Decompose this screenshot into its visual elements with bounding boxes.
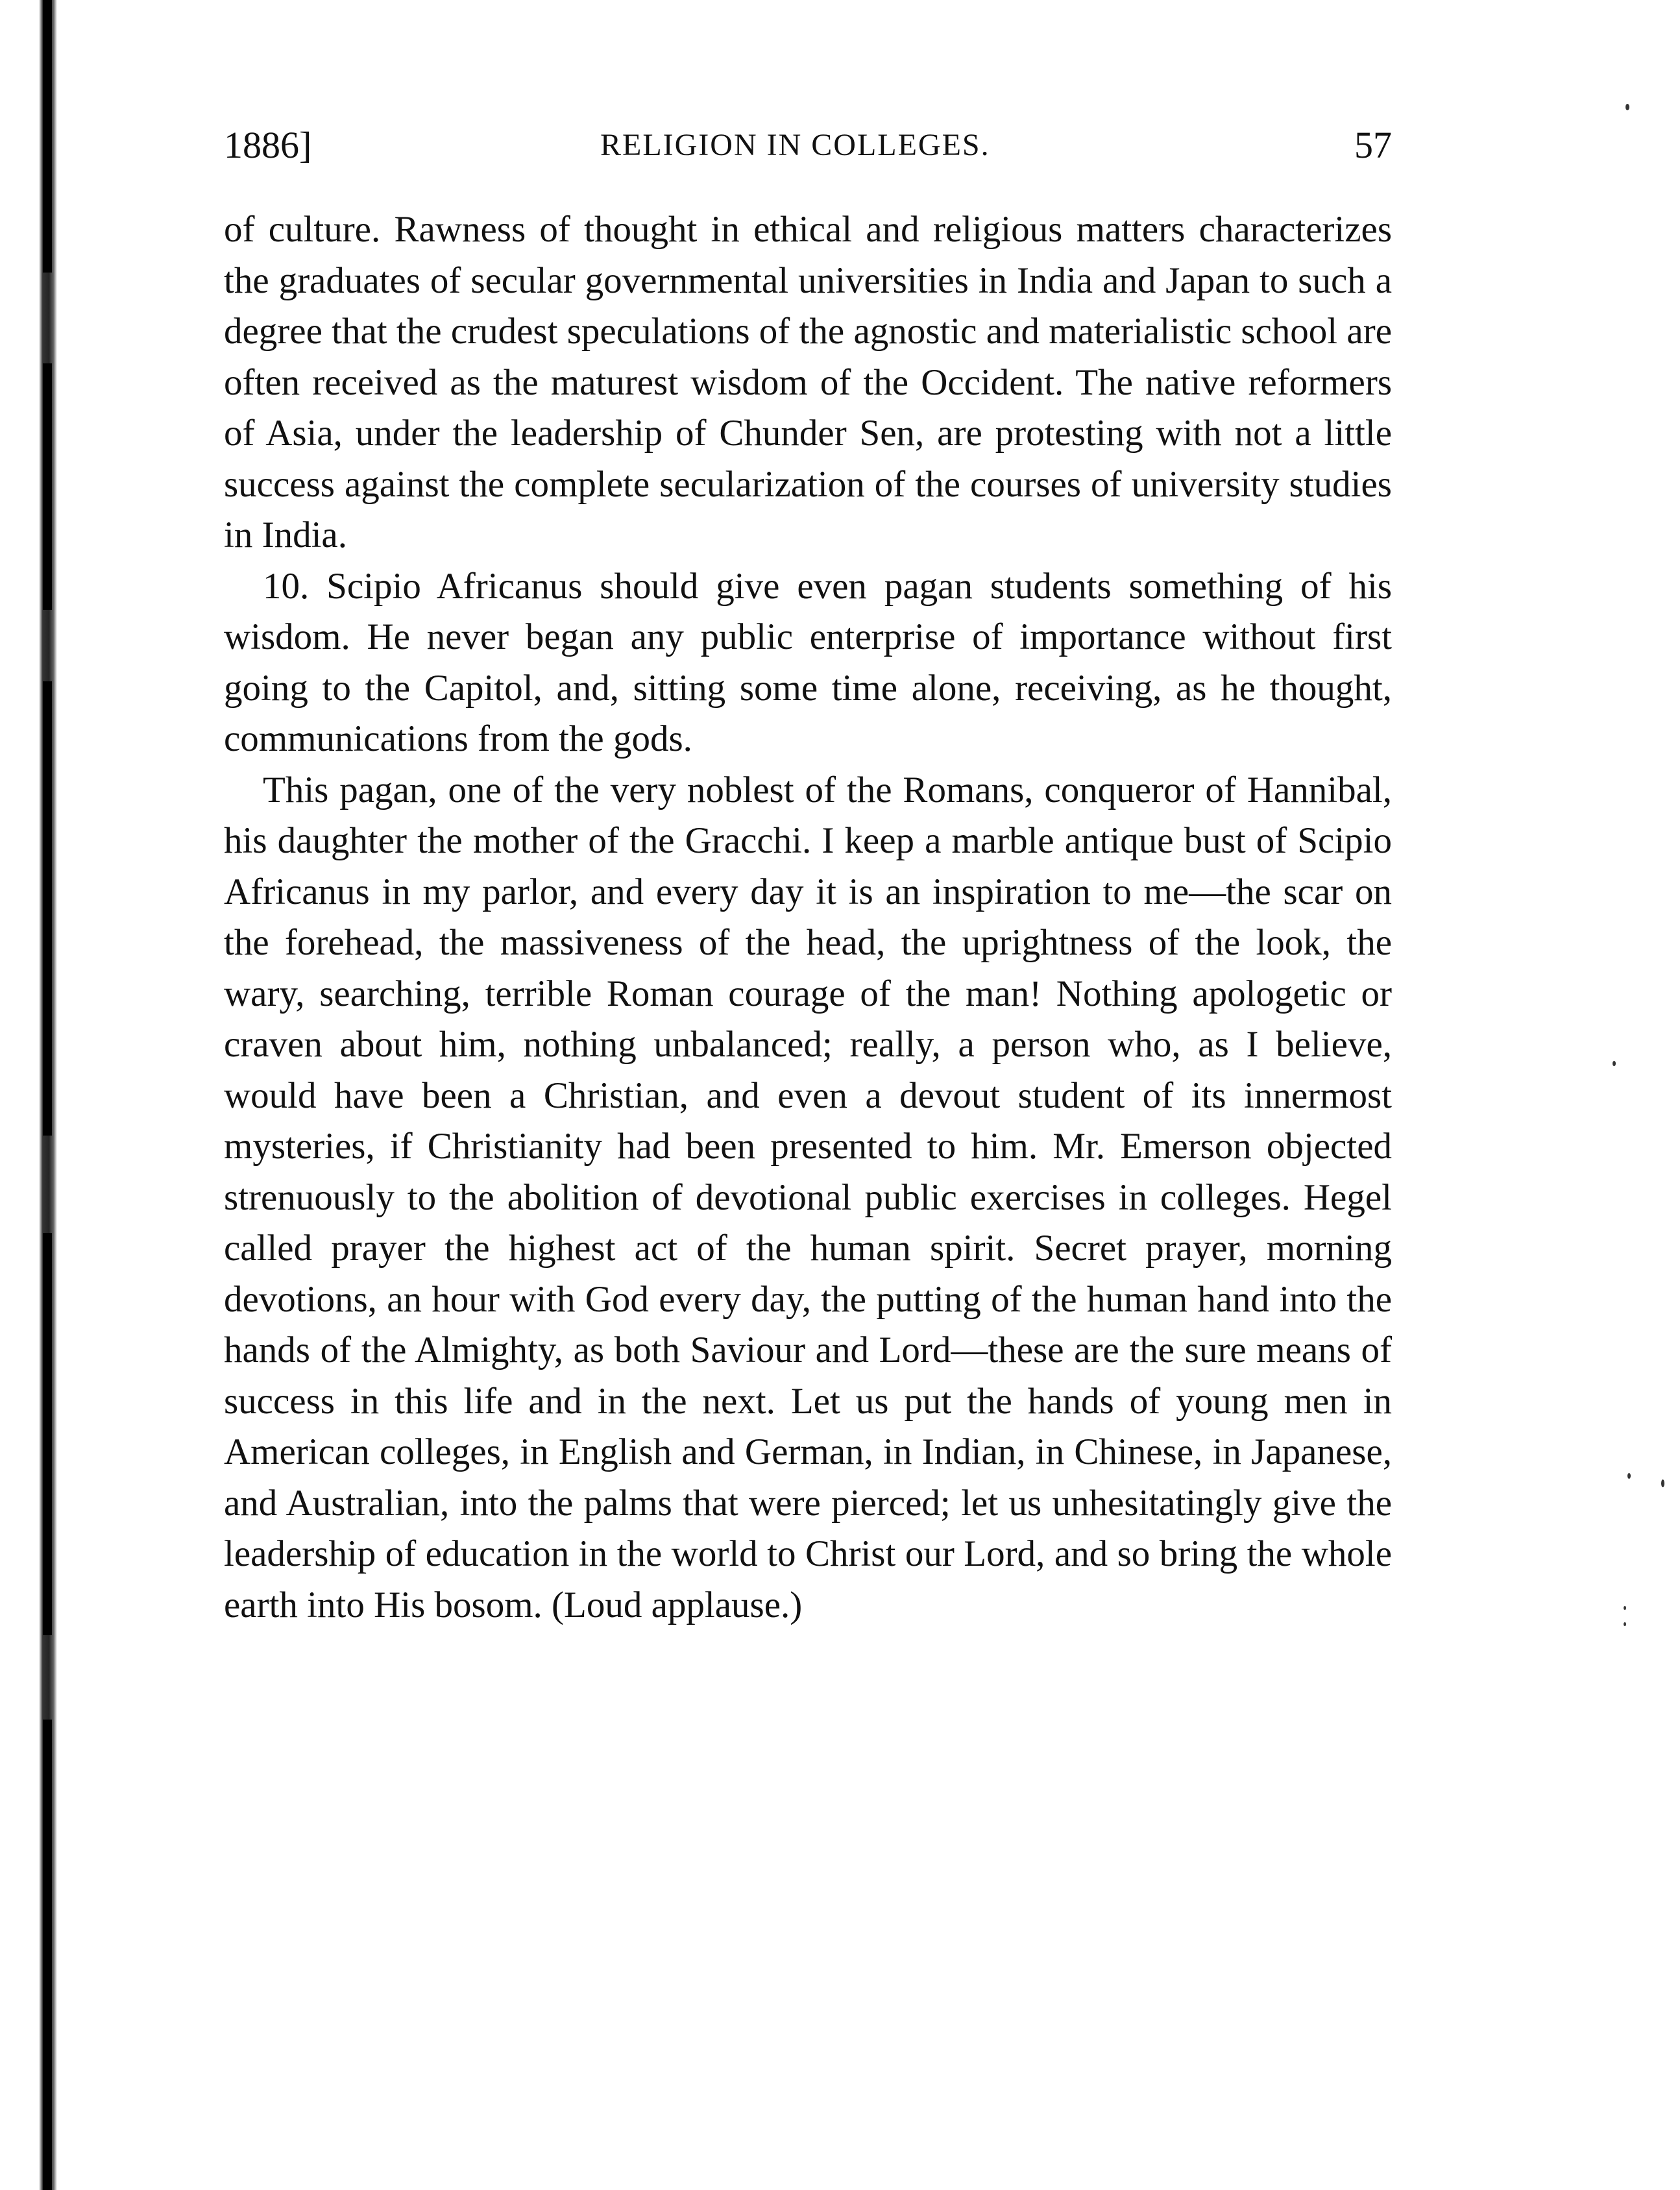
paragraph: 10. Scipio Africanus should give even pagan students something of his wisdom. He never began any public enterprise of importance without first going to the Capitol, and, sitting some time alone, receiving, as he thought, communications from the gods. [224, 565, 1392, 759]
running-title: RELIGION IN COLLEGES. [600, 128, 990, 162]
spine-dark-band [43, 1233, 52, 1635]
speck [1661, 1479, 1664, 1487]
paragraph: of culture. Rawness of thought in ethical and religious matters characterizes the graduates of secular governmental universities in India and Japan to such a degree that the crudest speculations of the agnostic and materialistic school are often received as the maturest wisdom of the Occident. The native reformers of Asia, under the leadership of Chunder Sen, are protesting with not a little success against the complete secularization of the courses of university studies in India. [224, 209, 1392, 555]
spine-dark-band [43, 0, 52, 273]
speck [1627, 1473, 1631, 1479]
header-year: 1886] [224, 124, 312, 166]
page-header [224, 123, 1392, 175]
paragraph: This pagan, one of the very noblest of the Romans, conqueror of Hannibal, his daughter the mother of the Gracchi. I keep a marble antique bust of Scipio Africanus in my parlor, and every day it is an inspiration to me—the scar on the forehead, the massiveness of the head, the uprightness of the look, the wary, searching, terrible Roman courage of the man! Nothing apologetic or craven about him, nothing unbalanced; really, a person who, as I believe, would have been a Christian, and even a devout student of its innermost mysteries, if Christianity had been presented to him. Mr. Emerson objected strenuously to the abolition of devotional public exercises in colleges. Hegel called prayer the highest act of the human spirit. Secret prayer, morning devotions, an hour with God every day, the putting of the human hand into the hands of the Almighty, as both Saviour and Lord—these are the sure means of success in this life and in the next. Let us put the hands of young men in American colleges, in English and German, in Indian, in Chinese, in Japanese, and Australian, into the palms that were pierced; let us unhesitatingly give the leadership of education in the world to Christ our Lord, and so bring the whole earth into His bosom. (Loud applause.) [224, 769, 1392, 1625]
speck [1625, 104, 1629, 110]
page-number: 57 [1354, 124, 1392, 166]
page-body [224, 204, 1392, 1631]
spine-dark-band [43, 681, 52, 1136]
speck [1613, 1061, 1616, 1066]
speck [1624, 1622, 1626, 1626]
spine-dark-band [43, 363, 52, 610]
speck [1624, 1606, 1626, 1610]
spine-dark-band [43, 1720, 52, 2190]
